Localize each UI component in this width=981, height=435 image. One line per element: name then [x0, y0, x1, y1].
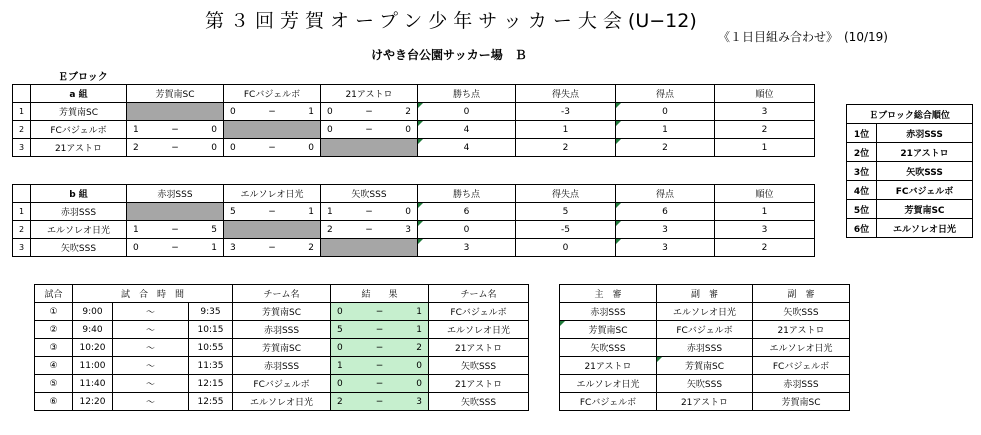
group-b-team-name: 矢吹SSS: [31, 239, 127, 257]
group-b-points: 6: [418, 203, 516, 221]
group-b-header-cell: 得失点: [516, 185, 616, 203]
referee-header: 主 審: [560, 285, 657, 303]
match-number: ③: [35, 339, 73, 357]
match-header-no: 試合: [35, 285, 73, 303]
score-part: 2: [308, 242, 314, 253]
match-end-time: 10:15: [189, 321, 233, 339]
group-b-result-cell: [127, 239, 224, 257]
referee-cell: 赤羽SSS: [753, 375, 850, 393]
group-a-header-corner: [13, 85, 31, 103]
score-part: 0: [211, 124, 217, 135]
referee-cell: エルソレオ日光: [560, 375, 657, 393]
score-part: −: [268, 242, 276, 253]
ranking-position: 5位: [847, 200, 877, 219]
group-a-goals: 2: [616, 139, 715, 157]
score-part: 0: [308, 142, 314, 153]
group-b-goals: 6: [616, 203, 715, 221]
score-part: 0: [327, 124, 333, 135]
match-start-time: 11:40: [73, 375, 113, 393]
group-a-result-cell: [127, 121, 224, 139]
score-part: 1: [327, 206, 333, 217]
group-b-header-cell: 赤羽SSS: [127, 185, 224, 203]
group-a-row-number: 3: [13, 139, 31, 157]
group-a-result-cell: [321, 121, 418, 139]
group-a-result-cell: [224, 103, 321, 121]
ranking-position: 4位: [847, 181, 877, 200]
group-b-header-cell: 矢吹SSS: [321, 185, 418, 203]
ranking-position: 6位: [847, 219, 877, 238]
referee-cell: 21アストロ: [657, 393, 753, 411]
group-b-points: 3: [418, 239, 516, 257]
group-b-result-cell: [321, 221, 418, 239]
score-part: −: [171, 124, 179, 135]
page-title: 第３回芳賀オープン少年サッカー大会(U−12): [205, 10, 697, 32]
group-a-header-cell: FCバジェルボ: [224, 85, 321, 103]
match-score-part: −: [375, 396, 384, 407]
ranking-team: 芳賀南SC: [877, 200, 973, 219]
match-result: [331, 339, 429, 357]
group-b-header-corner: [13, 185, 31, 203]
match-result: [331, 393, 429, 411]
group-b-row-number: 2: [13, 221, 31, 239]
match-score-part: −: [375, 324, 384, 335]
score-part: 0: [405, 206, 411, 217]
match-header-away: チーム名: [429, 285, 529, 303]
group-a-self-match-cell: [321, 139, 418, 157]
group-a-goals: 0: [616, 103, 715, 121]
group-a-points: 4: [418, 121, 516, 139]
group-a-rank: 1: [715, 139, 815, 157]
match-time-separator: 〜: [113, 393, 189, 411]
score-part: −: [268, 206, 276, 217]
group-a-goal-diff: 2: [516, 139, 616, 157]
referee-cell: FCバジェルボ: [657, 321, 753, 339]
score-part: 0: [327, 106, 333, 117]
match-number: ⑤: [35, 375, 73, 393]
match-home-team: 赤羽SSS: [233, 321, 331, 339]
ranking-team: 矢吹SSS: [877, 162, 973, 181]
score-part: 0: [230, 106, 236, 117]
group-a-self-match-cell: [127, 103, 224, 121]
score-part: 2: [405, 106, 411, 117]
referee-cell: 芳賀南SC: [753, 393, 850, 411]
score-part: −: [268, 106, 276, 117]
overall-ranking-table: [846, 104, 973, 238]
referee-cell: エルソレオ日光: [657, 303, 753, 321]
group-b-header-cell: 順位: [715, 185, 815, 203]
group-a-team-name: 21アストロ: [31, 139, 127, 157]
match-result: [331, 321, 429, 339]
score-part: 5: [230, 206, 236, 217]
group-a-points: 0: [418, 103, 516, 121]
score-part: 0: [230, 142, 236, 153]
referee-cell: FCバジェルボ: [560, 393, 657, 411]
match-number: ⑥: [35, 393, 73, 411]
match-end-time: 12:55: [189, 393, 233, 411]
group-b-rank: 3: [715, 221, 815, 239]
referee-cell: FCバジェルボ: [753, 357, 850, 375]
match-time-separator: 〜: [113, 303, 189, 321]
ranking-team: 赤羽SSS: [877, 124, 973, 143]
group-b-self-match-cell: [127, 203, 224, 221]
score-part: 0: [405, 124, 411, 135]
match-away-team: 矢吹SSS: [429, 357, 529, 375]
match-score-part: −: [375, 378, 384, 389]
group-b-result-cell: [224, 203, 321, 221]
group-a-header-cell: 得失点: [516, 85, 616, 103]
date-line: 《１日目組み合わせ》 (10/19): [718, 30, 888, 44]
group-a-goal-diff: 1: [516, 121, 616, 139]
group-b-goals: 3: [616, 239, 715, 257]
match-result: [331, 375, 429, 393]
referee-cell: エルソレオ日光: [753, 339, 850, 357]
score-part: −: [171, 224, 179, 235]
score-part: 0: [211, 142, 217, 153]
match-score-part: −: [375, 360, 384, 371]
match-time-separator: 〜: [113, 321, 189, 339]
group-b-rank: 2: [715, 239, 815, 257]
group-b-result-cell: [224, 239, 321, 257]
group-a-header-cell: 得点: [616, 85, 715, 103]
group-a-result-cell: [127, 139, 224, 157]
match-score-part: 2: [337, 396, 343, 407]
group-b-goal-diff: 5: [516, 203, 616, 221]
group-a-result-cell: [224, 139, 321, 157]
score-part: 1: [133, 224, 139, 235]
group-a-header-cell: a 組: [31, 85, 127, 103]
match-schedule-table: [34, 284, 529, 411]
referee-cell: 芳賀南SC: [657, 357, 753, 375]
referee-cell: 21アストロ: [753, 321, 850, 339]
match-away-team: 21アストロ: [429, 339, 529, 357]
group-b-result-cell: [321, 203, 418, 221]
score-part: −: [365, 206, 373, 217]
group-b-header-cell: b 組: [31, 185, 127, 203]
score-part: −: [365, 124, 373, 135]
group-b-header-cell: 得点: [616, 185, 715, 203]
group-a-rank: 2: [715, 121, 815, 139]
ranking-position: 2位: [847, 143, 877, 162]
referee-table: [559, 284, 850, 411]
match-score-part: 0: [416, 378, 423, 389]
match-away-team: 21アストロ: [429, 375, 529, 393]
score-part: 1: [308, 206, 314, 217]
group-a-row-number: 1: [13, 103, 31, 121]
score-part: 2: [327, 224, 333, 235]
match-score-part: 3: [416, 396, 423, 407]
group-b-goals: 3: [616, 221, 715, 239]
group-b-points: 0: [418, 221, 516, 239]
match-header-result: 結 果: [331, 285, 429, 303]
referee-cell: 矢吹SSS: [657, 375, 753, 393]
match-score-part: 0: [416, 360, 423, 371]
group-b-self-match-cell: [224, 221, 321, 239]
match-home-team: 芳賀南SC: [233, 303, 331, 321]
match-score-part: 1: [416, 324, 423, 335]
match-result: [331, 357, 429, 375]
match-score-part: 0: [337, 306, 343, 317]
match-score-part: −: [375, 306, 384, 317]
score-part: 5: [211, 224, 217, 235]
score-part: 3: [230, 242, 236, 253]
match-time-separator: 〜: [113, 375, 189, 393]
match-score-part: 1: [416, 306, 423, 317]
match-score-part: −: [375, 342, 384, 353]
group-a-header-cell: 順位: [715, 85, 815, 103]
referee-cell: 21アストロ: [560, 357, 657, 375]
match-number: ②: [35, 321, 73, 339]
match-start-time: 11:00: [73, 357, 113, 375]
score-part: −: [268, 142, 276, 153]
ranking-team: FCバジェルボ: [877, 181, 973, 200]
group-b-rank: 1: [715, 203, 815, 221]
score-part: −: [365, 106, 373, 117]
referee-header: 副 審: [657, 285, 753, 303]
group-b-header-cell: エルソレオ日光: [224, 185, 321, 203]
group-a-self-match-cell: [224, 121, 321, 139]
referee-cell: 矢吹SSS: [560, 339, 657, 357]
group-a-header-cell: 勝ち点: [418, 85, 516, 103]
group-a-table: [12, 84, 815, 157]
group-b-row-number: 3: [13, 239, 31, 257]
venue-label: けやき台公園サッカー場 Ｂ: [371, 48, 527, 62]
group-b-row-number: 1: [13, 203, 31, 221]
score-part: −: [171, 242, 179, 253]
match-start-time: 10:20: [73, 339, 113, 357]
ranking-team: エルソレオ日光: [877, 219, 973, 238]
score-part: 1: [133, 124, 139, 135]
match-end-time: 11:35: [189, 357, 233, 375]
group-b-goal-diff: 0: [516, 239, 616, 257]
match-time-separator: 〜: [113, 339, 189, 357]
referee-cell: 赤羽SSS: [560, 303, 657, 321]
group-a-row-number: 2: [13, 121, 31, 139]
score-part: −: [171, 142, 179, 153]
match-start-time: 12:20: [73, 393, 113, 411]
match-score-part: 5: [337, 324, 343, 335]
score-part: −: [365, 224, 373, 235]
match-score-part: 2: [416, 342, 423, 353]
match-header-home: チーム名: [233, 285, 331, 303]
group-b-self-match-cell: [321, 239, 418, 257]
score-part: 2: [133, 142, 139, 153]
match-away-team: 矢吹SSS: [429, 393, 529, 411]
group-a-header-cell: 芳賀南SC: [127, 85, 224, 103]
group-a-rank: 3: [715, 103, 815, 121]
group-a-goal-diff: -3: [516, 103, 616, 121]
referee-cell: 赤羽SSS: [657, 339, 753, 357]
group-b-table: [12, 184, 815, 257]
group-b-team-name: エルソレオ日光: [31, 221, 127, 239]
match-result: [331, 303, 429, 321]
ranking-position: 1位: [847, 124, 877, 143]
group-b-header-cell: 勝ち点: [418, 185, 516, 203]
group-b-result-cell: [127, 221, 224, 239]
score-part: 3: [405, 224, 411, 235]
group-a-header-cell: 21アストロ: [321, 85, 418, 103]
group-a-points: 4: [418, 139, 516, 157]
match-home-team: 芳賀南SC: [233, 339, 331, 357]
group-a-result-cell: [321, 103, 418, 121]
match-home-team: エルソレオ日光: [233, 393, 331, 411]
match-start-time: 9:40: [73, 321, 113, 339]
match-time-separator: 〜: [113, 357, 189, 375]
match-score-part: 1: [337, 360, 343, 371]
group-b-team-name: 赤羽SSS: [31, 203, 127, 221]
referee-cell: 矢吹SSS: [753, 303, 850, 321]
ranking-team: 21アストロ: [877, 143, 973, 162]
match-score-part: 0: [337, 378, 343, 389]
match-score-part: 0: [337, 342, 343, 353]
match-end-time: 10:55: [189, 339, 233, 357]
match-number: ④: [35, 357, 73, 375]
group-a-team-name: 芳賀南SC: [31, 103, 127, 121]
overall-ranking-title: Ｅブロック総合順位: [847, 105, 973, 124]
group-a-team-name: FCバジェルボ: [31, 121, 127, 139]
match-end-time: 12:15: [189, 375, 233, 393]
group-b-goal-diff: -5: [516, 221, 616, 239]
match-away-team: FCバジェルボ: [429, 303, 529, 321]
match-home-team: FCバジェルボ: [233, 375, 331, 393]
block-label: Ｅブロック: [58, 72, 108, 83]
ranking-position: 3位: [847, 162, 877, 181]
score-part: 1: [308, 106, 314, 117]
referee-header: 副 審: [753, 285, 850, 303]
match-start-time: 9:00: [73, 303, 113, 321]
referee-cell: 芳賀南SC: [560, 321, 657, 339]
match-header-time: 試 合 時 間: [73, 285, 233, 303]
group-a-goals: 1: [616, 121, 715, 139]
match-away-team: エルソレオ日光: [429, 321, 529, 339]
match-number: ①: [35, 303, 73, 321]
match-home-team: 赤羽SSS: [233, 357, 331, 375]
score-part: 1: [211, 242, 217, 253]
score-part: 0: [133, 242, 139, 253]
match-end-time: 9:35: [189, 303, 233, 321]
